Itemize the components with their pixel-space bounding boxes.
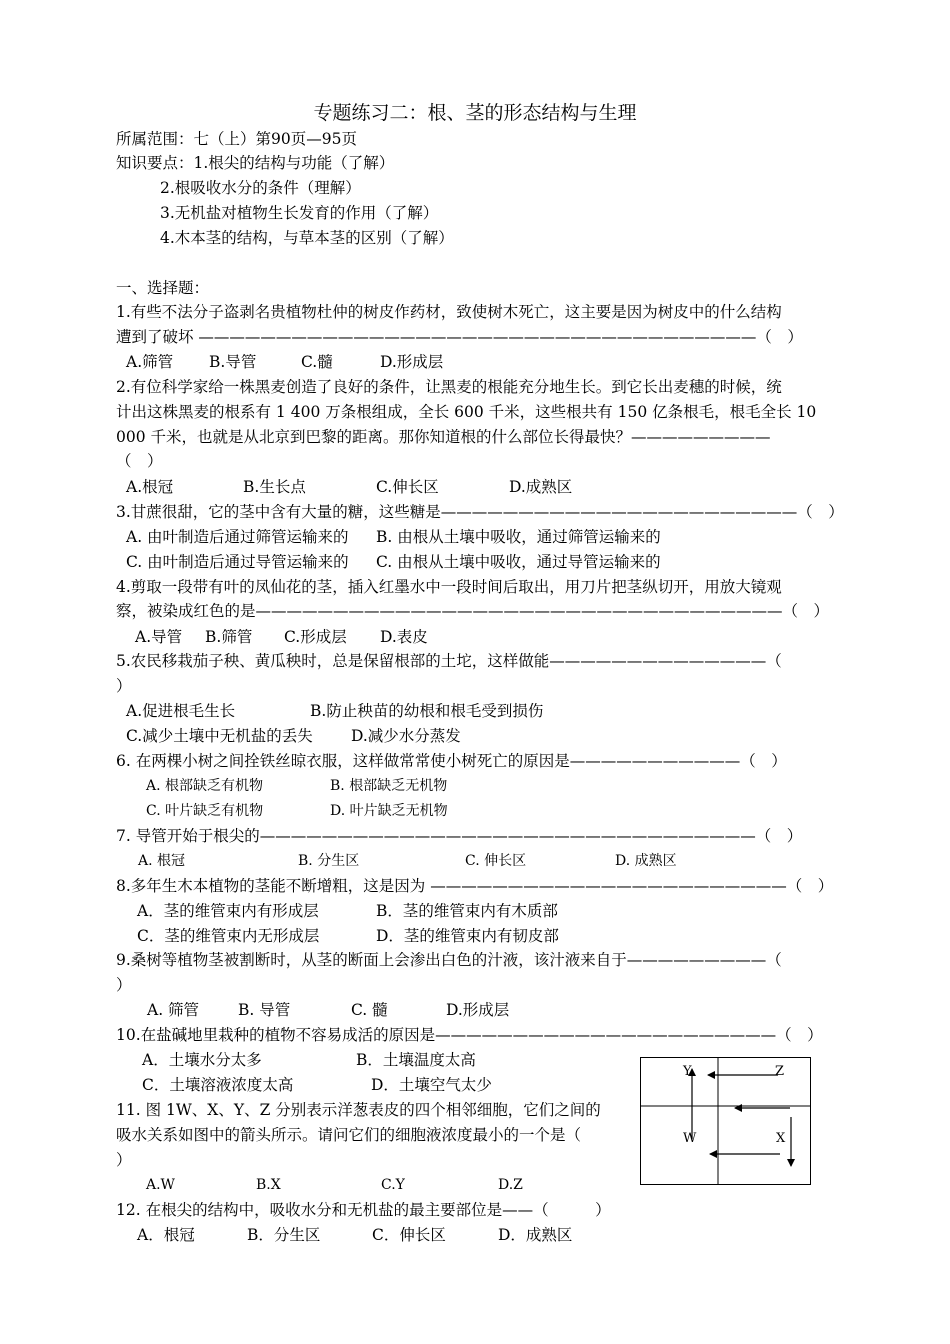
q1-stem: 遭到了破坏 ————————————————————————————————————（ ） (116, 328, 803, 346)
q1-stem: 1.有些不法分子盗剥名贵植物杜仲的树皮作药材，致使树木死亡，这主要是因为树皮中的什么结构 (116, 303, 782, 321)
knowledge-point-4: 4.木本茎的结构，与草本茎的区别（了解） (160, 229, 454, 247)
q12-option-d: D．成熟区 (498, 1226, 573, 1244)
q12-stem: 12. 在根尖的结构中，吸收水分和无机盐的最主要部位是——（ ） (116, 1201, 611, 1219)
q2-stem: 计出这株黑麦的根系有 1 400 万条根组成，全长 600 千米，这些根共有 150 亿条根毛，根毛全长 10 (116, 403, 817, 421)
q2-stem: 2.有位科学家给一株黑麦创造了良好的条件，让黑麦的根能充分地生长。到它长出麦穗的时候，统 (116, 378, 782, 396)
q7-option-c: C. 伸长区 (465, 853, 527, 869)
cell-diagram-svg (640, 1057, 811, 1185)
label-z: Z (775, 1064, 785, 1079)
q11-option-d: D.Z (498, 1177, 523, 1193)
q12-option-c: C．伸长区 (372, 1226, 446, 1244)
q1-option-c: C.髓 (301, 353, 333, 371)
q5-stem: ） (116, 677, 132, 695)
q9-stem: ） (116, 976, 132, 994)
q3-option-c: C. 由叶制造后通过导管运输来的 (126, 553, 349, 571)
q9-option-a: A. 筛管 (147, 1001, 200, 1019)
q6-option-b: B. 根部缺乏无机物 (330, 778, 448, 794)
q8-option-c: C．茎的维管束内无形成层 (137, 927, 320, 945)
q10-option-b: B．土壤温度太高 (356, 1051, 476, 1069)
q3-option-d: C. 由根从土壤中吸收，通过导管运输来的 (376, 553, 661, 571)
q11-option-b: B.X (256, 1177, 281, 1193)
q11-stem: 吸水关系如图中的箭头所示。请问它们的细胞液浓度最小的一个是（ (116, 1126, 582, 1144)
q3-stem: 3.甘蔗很甜，它的茎中含有大量的糖，这些糖是———————————————————————（ ） (116, 503, 844, 521)
q5-option-a: A.促进根毛生长 (126, 702, 236, 720)
q10-stem: 10.在盐碱地里栽种的植物不容易成活的原因是——————————————————————（ ） (116, 1026, 823, 1044)
q6-stem: 6. 在两棵小树之间拴铁丝晾衣服，这样做常常使小树死亡的原因是———————————（ ） (116, 752, 787, 770)
q6-option-a: A. 根部缺乏有机物 (146, 778, 264, 794)
q3-option-b: B. 由根从土壤中吸收，通过筛管运输来的 (376, 528, 661, 546)
q4-option-b: B.筛管 (205, 628, 253, 646)
label-y: Y (683, 1064, 692, 1079)
q11-option-c: C.Y (381, 1177, 405, 1193)
q2-stem: （ ） (116, 452, 163, 470)
q1-option-d: D.形成层 (380, 353, 444, 371)
q11-stem: 11. 图 1W、X、Y、Z 分别表示洋葱表皮的四个相邻细胞，它们之间的 (116, 1101, 601, 1119)
cell-grid-border (641, 1058, 811, 1185)
q2-stem: 000 千米，也就是从北京到巴黎的距离。那你知道根的什么部位长得最快？————————— (116, 428, 771, 446)
q8-stem: 8.多年生木本植物的茎能不断增粗，这是因为 ———————————————————————（ ） (116, 877, 834, 895)
q9-option-c: C. 髓 (351, 1001, 388, 1019)
q1-option-b: B.导管 (209, 353, 257, 371)
q12-option-b: B．分生区 (247, 1226, 321, 1244)
q9-stem: 9.桑树等植物茎被割断时，从茎的断面上会渗出白色的汁液，该汁液来自于—————————（ (116, 951, 782, 969)
q5-option-b: B.防止秧苗的幼根和根毛受到损伤 (310, 702, 544, 720)
q2-option-b: B.生长点 (243, 478, 306, 496)
q4-option-a: A.导管 (135, 628, 183, 646)
q7-stem: 7. 导管开始于根尖的————————————————————————————————（ ） (116, 827, 803, 845)
q2-option-c: C.伸长区 (376, 478, 439, 496)
q10-option-d: D．土壤空气太少 (371, 1076, 492, 1094)
q8-option-d: D．茎的维管束内有韧皮部 (376, 927, 559, 945)
q1-option-a: A.筛管 (126, 353, 174, 371)
q5-option-d: D.减少水分蒸发 (351, 727, 461, 745)
q6-option-c: C. 叶片缺乏有机物 (146, 803, 264, 819)
q6-option-d: D. 叶片缺乏无机物 (330, 803, 448, 819)
q5-stem: 5.农民移栽茄子秧、黄瓜秧时，总是保留根部的土坨，这样做能——————————————（ (116, 652, 782, 670)
cell-diagram (640, 1057, 811, 1185)
q2-option-d: D.成熟区 (509, 478, 573, 496)
q7-option-b: B. 分生区 (298, 853, 360, 869)
knowledge-point-3: 3.无机盐对植物生长发育的作用（了解） (160, 204, 439, 222)
section-heading: 一、选择题： (116, 279, 210, 297)
q10-option-a: A．土壤水分太多 (142, 1051, 262, 1069)
q11-option-a: A.W (146, 1177, 175, 1193)
q11-stem: ） (116, 1151, 132, 1169)
q3-option-a: A. 由叶制造后通过筛管运输来的 (126, 528, 349, 546)
q7-option-a: A. 根冠 (138, 853, 186, 869)
q4-option-d: D.表皮 (380, 628, 428, 646)
q4-stem: 4.剪取一段带有叶的凤仙花的茎，插入红墨水中一段时间后取出，用刀片把茎纵切开，用放大镜观 (116, 578, 782, 596)
q8-option-b: B．茎的维管束内有木质部 (376, 902, 558, 920)
q12-option-a: A．根冠 (137, 1226, 195, 1244)
scope-text: 所属范围：七（上）第90页—95页 (116, 130, 357, 148)
q9-option-d: D.形成层 (446, 1001, 510, 1019)
label-w: W (683, 1131, 697, 1146)
q7-option-d: D. 成熟区 (615, 853, 677, 869)
knowledge-point-2: 2.根吸收水分的条件（理解） (160, 179, 361, 197)
page-title: 专题练习二：根、茎的形态结构与生理 (313, 102, 637, 124)
q10-option-c: C．土壤溶液浓度太高 (142, 1076, 294, 1094)
q4-stem: 察，被染成红色的是——————————————————————————————————（ ） (116, 602, 830, 620)
q9-option-b: B. 导管 (238, 1001, 291, 1019)
q5-option-c: C.减少土壤中无机盐的丢失 (126, 727, 313, 745)
q8-option-a: A．茎的维管束内有形成层 (137, 902, 319, 920)
label-x: X (776, 1131, 786, 1146)
q2-option-a: A.根冠 (126, 478, 174, 496)
q4-option-c: C.形成层 (284, 628, 347, 646)
knowledge-point-1: 知识要点：1.根尖的结构与功能（了解） (116, 154, 395, 172)
